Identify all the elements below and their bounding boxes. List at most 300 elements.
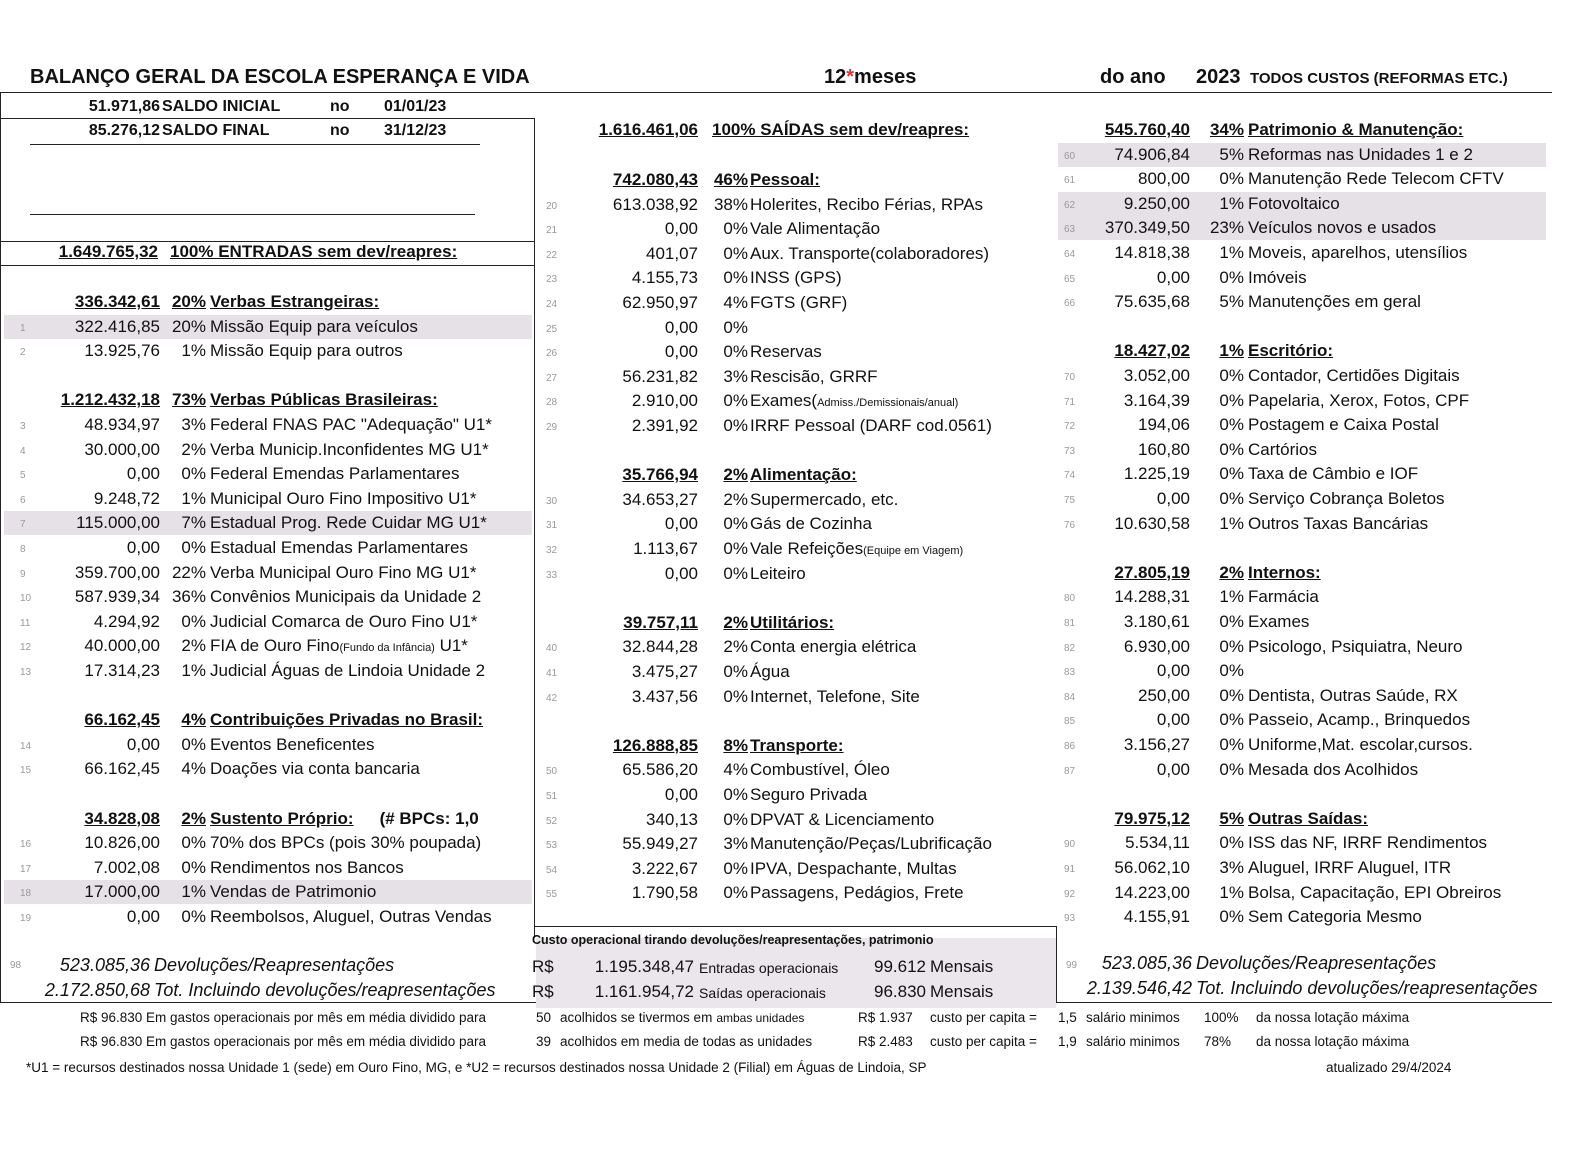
line-item-row [1058,684,1546,708]
row-percent: 73% [171,390,206,410]
row-label-text: Missão Equip para veículos [210,316,418,336]
line-item-row [536,340,1054,364]
row-label-text: Reembolsos, Aluguel, Outras Vendas [210,907,492,926]
row-label [750,611,834,635]
row-amount: 3.180,61 [1123,612,1190,631]
row-amount: 34.828,08 [84,808,160,828]
title-underline [0,92,1552,93]
row-amount: 75.635,68 [1114,292,1190,312]
row-percent: 0% [723,883,748,903]
line-number: 75 [1064,495,1076,506]
row-percent: 36% [171,587,206,607]
row-amount: 336.342,61 [74,292,160,311]
footer-i [1256,1034,1409,1049]
row-amount: 3.164,39 [1123,390,1190,410]
row-label-text: Aluguel, IRRF Aluguel, ITR [1248,858,1452,877]
row-percent: 0% [1219,439,1244,459]
row-percent: 0% [1219,267,1244,287]
row-label [750,660,790,684]
row-label [750,635,916,659]
row-label [750,881,964,905]
row-percent: 4% [181,759,206,779]
row-label-text: Conta energia elétrica [750,637,917,657]
row-label-text: Transporte: [750,735,844,755]
row-amount: 4.155,73 [631,268,698,288]
line-number: 18 [20,888,32,900]
footer-g [1086,1034,1180,1049]
line-item-row [1058,905,1546,929]
row-label [750,832,992,856]
row-amount: 1.212.432,18 [60,390,160,410]
dev-line-number: 98 [10,960,22,971]
row-amount: 79.975,12 [1114,808,1190,828]
row-amount: 3.437,56 [631,686,698,706]
row-label [1248,585,1319,609]
row-label [750,808,934,832]
row-label [1248,364,1460,388]
row-percent: 5% [1219,808,1244,828]
dev-line-number-right: 99 [1066,960,1078,971]
dev-label-right: Devoluções/Reapresentações [1196,953,1437,973]
line-number: 9 [20,568,26,580]
line-item-row [1058,585,1546,609]
row-amount: 2.910,00 [631,391,698,411]
scope-label: TODOS CUSTOS (REFORMAS ETC.) [1250,70,1508,87]
line-item-row [4,634,532,658]
row-label [210,315,418,339]
row-label [1248,241,1467,265]
row-label-text: Verba Municipal Ouro Fino MG U1* [210,562,477,582]
row-amount: 0,00 [664,785,698,804]
footer-c [560,1010,804,1025]
row-label [750,537,963,563]
line-item-row [1058,831,1546,855]
line-item-row [1058,216,1546,240]
row-percent: 1% [1219,341,1244,361]
row-label-text: Veículos novos e usados [1248,218,1437,238]
row-percent: 0% [1219,636,1244,656]
row-percent: 2% [181,439,206,459]
dev-label-left: Devoluções/Reapresentações [154,955,395,975]
row-label [210,413,492,437]
row-label [210,708,483,732]
row-label-text: Verbas Públicas Brasileiras: [210,390,438,410]
line-item-row [536,685,1054,709]
line-number: 40 [546,643,558,655]
line-item-row [536,193,1054,217]
row-amount: 800,00 [1138,169,1190,189]
line-item-row [536,832,1054,856]
footer-text: da nossa lotação máxima [1256,1010,1410,1025]
tot-label-right: Tot. Incluindo devoluções/reapresentações [1196,978,1538,998]
footer-text: 50 [536,1010,552,1025]
line-item-row [536,217,1054,241]
line-number: 92 [1064,888,1076,900]
year-label: do ano [1100,66,1166,88]
line-number: 90 [1064,839,1076,851]
row-label [210,536,468,560]
row-amount: 3.156,27 [1123,735,1190,754]
row-label [210,487,476,511]
line-number: 31 [546,520,558,532]
line-item-row [1058,487,1546,511]
row-percent: 38% [713,194,748,214]
row-label-text: IPVA, Despachante, Multas [750,858,957,878]
section-header-row [536,463,1054,487]
line-number: 93 [1064,913,1076,925]
row-percent: 0% [723,662,748,681]
row-percent: 5% [1219,144,1244,164]
line-item-row [4,561,532,585]
section-header-row [4,807,532,831]
line-item-row [4,315,532,339]
line-item-row [1058,438,1546,462]
row-amount: 126.888,85 [612,735,698,755]
row-label-text: IRRF Pessoal (DARF cod.0561) [750,416,992,435]
row-label [750,193,983,217]
line-number: 74 [1064,470,1076,482]
row-label [1248,610,1309,634]
row-percent: 0% [723,686,748,706]
row-percent: 0% [181,611,206,631]
row-percent: 1% [181,661,206,680]
row-amount: 587.939,34 [74,587,160,607]
row-label-text: Judicial Águas de Lindoia Unidade 2 [210,661,486,680]
row-label-text: Taxa de Câmbio e IOF [1248,464,1419,484]
line-number: 16 [20,839,32,851]
row-amount: 160,80 [1138,439,1190,459]
row-label [1248,512,1428,536]
row-amount: 194,06 [1138,415,1190,435]
row-label-text: Aux. Transporte(colaboradores) [750,243,990,263]
row-amount: 30.000,00 [84,439,160,459]
row-label [750,488,898,512]
line-number: 11 [20,617,31,629]
line-number: 53 [546,840,558,852]
line-item-row [4,511,532,535]
line-item-row [1058,512,1546,536]
row-label-text: Sustento Próprio: [210,808,354,828]
line-number: 76 [1064,519,1076,531]
op-saidas-monthly: 96.830 [874,982,926,1001]
row-label [210,388,438,412]
line-number: 21 [546,225,558,237]
row-percent: 0% [181,734,206,754]
row-percent: 0% [723,342,748,362]
row-label-text: Outros Taxas Bancárias [1248,513,1429,533]
row-amount: 14.223,00 [1114,882,1190,902]
row-label [750,340,822,364]
footer-text: acolhidos se tivermos em [560,1010,713,1025]
row-label-text: Verbas Estrangeiras: [210,292,380,311]
row-label [210,831,481,855]
line-item-row [4,659,532,683]
line-number: 4 [20,445,26,457]
line-item-row [536,439,1054,463]
footer-c [560,1034,812,1049]
footer-text: 39 [536,1034,552,1049]
row-amount: 35.766,94 [622,465,698,485]
row-amount: 0,00 [664,342,698,362]
line-number: 91 [1064,864,1076,875]
line-item-row [536,537,1054,561]
row-label [1248,561,1321,585]
line-item-row [1058,266,1546,290]
line-number: 7 [20,519,26,531]
row-amount: 10.630,58 [1114,513,1190,533]
row-percent: 1% [181,488,206,508]
row-amount: 0,00 [1156,489,1190,508]
line-item-row [4,880,532,904]
footer-text: custo per capita = [930,1034,1037,1049]
line-item-row [1058,143,1546,167]
line-number: 61 [1064,175,1076,187]
line-number: 63 [1064,224,1076,236]
saldo-final-label: SALDO FINAL [162,122,270,139]
row-percent: 1% [1219,243,1244,262]
row-amount: 0,00 [126,464,160,484]
line-item-row [536,316,1054,340]
section-header-row [1058,561,1546,585]
row-percent: 0% [1219,489,1244,508]
entradas-total-amount: 1.649.765,32 [58,242,158,261]
row-label [750,217,880,241]
row-label [210,610,477,634]
dev-amount-right: 523.085,36 [1101,953,1192,973]
row-label [750,168,820,192]
line-number: 50 [546,766,558,778]
row-amount: 18.427,02 [1114,341,1190,361]
row-label [210,659,485,683]
row-label [210,757,420,781]
row-percent: 2% [1219,562,1244,582]
row-amount: 0,00 [126,907,160,926]
row-percent: 0% [723,563,748,583]
row-label-text: Rendimentos nos Bancos [210,857,404,877]
saldo-final-no: no [330,122,350,139]
line-item-row [4,536,532,560]
section-header-row [4,388,532,412]
section-header-row [4,290,532,314]
line-number: 83 [1064,667,1076,679]
line-number: 82 [1064,642,1076,654]
row-label [750,783,867,807]
line-item-row [1058,290,1546,314]
op-entradas-amount: 1.195.348,47 [594,957,694,976]
year-value: 2023 [1196,66,1241,88]
row-percent: 0% [723,416,748,435]
row-label-extra: (# BPCs: 1,0 [379,808,479,828]
footer-e [930,1034,1037,1049]
row-amount: 34.653,27 [622,489,698,509]
line-number: 3 [20,421,26,432]
line-number: 41 [546,668,558,679]
row-percent: 2% [723,489,748,509]
section-header-row [4,708,532,732]
line-number: 10 [20,593,32,605]
dev-amount-left: 523.085,36 [59,955,150,975]
line-number: 54 [546,864,558,876]
row-label-text: 70% dos BPCs (pois 30% poupada) [210,833,482,853]
row-label [1248,905,1422,929]
row-percent: 0% [723,809,748,829]
line-item-row [4,413,532,437]
line-item-row [1058,536,1546,560]
op-saidas-mlabel: Mensais [930,982,994,1001]
row-percent: 0% [1219,685,1244,705]
row-label [1248,807,1368,831]
row-label-text: Holerites, Recibo Férias, RPAs [750,194,984,214]
row-amount: 62.950,97 [622,293,698,312]
row-percent: 0% [723,317,748,337]
section-header-row [536,168,1054,192]
row-label-text: ISS das NF, IRRF Rendimentos [1248,833,1488,853]
line-item-row [1058,389,1546,413]
row-label-text: Escritório: [1248,341,1334,361]
line-item-row [4,782,532,806]
row-percent: 0% [1219,169,1244,189]
row-percent: 0% [1219,464,1244,484]
row-amount: 65.586,20 [622,760,698,780]
row-percent: 0% [723,219,748,239]
row-label-text: Utilitários: [750,612,835,632]
line-item-row [536,365,1054,389]
line-number: 42 [546,692,558,704]
line-item-row [1058,241,1546,265]
line-number: 27 [546,372,558,384]
saldo-divider [0,118,534,119]
line-number: 20 [546,200,558,212]
line-item-row [536,808,1054,832]
row-label-text: Contribuições Privadas no Brasil: [210,710,484,730]
line-item-row [536,783,1054,807]
entradas-bottom-line [0,265,534,266]
months-label: meses [854,66,917,88]
row-label-text: Federal Emendas Parlamentares [210,464,460,484]
row-amount: 370.349,50 [1104,218,1190,238]
line-number: 51 [546,791,558,802]
row-label [210,438,489,462]
line-number: 32 [546,545,558,556]
line-number: 30 [546,495,558,507]
line-item-row [536,586,1054,610]
row-amount: 6.930,00 [1123,636,1190,656]
row-percent: 0% [181,464,206,484]
line-item-row [1058,659,1546,683]
operational-title: Custo operacional tirando devoluções/reapresentações, patrimonio [532,933,934,947]
line-item-row [1058,856,1546,880]
row-amount: 0,00 [1156,710,1190,730]
line-item-row [536,266,1054,290]
row-amount: 4.155,91 [1123,907,1190,927]
row-label [210,561,476,585]
row-label-text: Rescisão, GRRF [750,366,878,386]
row-label-text: Vale Refeições [750,539,864,558]
row-label-text: Supermercado, etc. [750,489,899,509]
saldo-inicial-no: no [330,98,350,115]
line-number: 60 [1064,150,1076,162]
row-amount: 613.038,92 [612,194,698,214]
row-percent: 0% [181,857,206,877]
row-label [210,733,374,757]
row-label [1248,413,1439,437]
line-item-row [536,635,1054,659]
row-label [1248,831,1487,855]
row-label-text: Seguro Privada [750,785,868,804]
footer-text: acolhidos em media de todas as unidades [560,1034,813,1049]
line-number: 80 [1064,593,1076,605]
left-col-divider [534,118,535,938]
footer-text: custo per capita = [930,1010,1037,1025]
row-amount: 0,00 [664,219,698,239]
row-label-text: Manutenção/Peças/Lubrificação [750,834,992,854]
row-label [1248,143,1473,167]
line-number: 12 [20,642,32,654]
footer-e [930,1010,1037,1025]
row-amount: 742.080,43 [612,170,698,189]
line-item-row [1058,192,1546,216]
footer-f [1058,1034,1077,1049]
row-label-text: Uniforme,Mat. escolar,cursos. [1248,735,1473,754]
row-percent: 0% [723,514,748,534]
line-item-row [536,488,1054,512]
row-label-text: Missão Equip para outros [210,341,403,361]
row-label [1248,290,1421,314]
row-percent: 1% [1219,882,1244,902]
line-item-row [4,757,532,781]
row-label-text: Verba Municip.Inconfidentes MG U1* [210,439,489,459]
row-percent: 20% [171,292,206,311]
entradas-total-label: 100% ENTRADAS sem dev/reapres: [170,242,458,261]
row-percent: 3% [181,415,206,434]
footer-text: 1,9 [1058,1034,1077,1049]
section-header-row [1058,118,1546,142]
row-label-text: Estadual Emendas Parlamentares [210,538,468,557]
row-label-text: Moveis, aparelhos, utensílios [1248,243,1468,262]
line-item-row [1058,881,1546,905]
line-item-row [1058,315,1546,339]
row-amount: 9.248,72 [93,488,160,508]
row-amount: 17.314,23 [84,661,160,680]
line-item-row [4,487,532,511]
row-percent: 1% [181,882,206,902]
row-amount: 115.000,00 [76,513,160,533]
report-title: BALANÇO GERAL DA ESCOLA ESPERANÇA E VIDA [30,66,530,88]
line-number: 8 [20,544,26,555]
row-label [750,414,992,438]
row-amount: 340,13 [646,809,698,829]
row-percent: 0% [1219,390,1244,410]
row-label-text: Dentista, Outras Saúde, RX [1248,685,1458,705]
line-item-row [1058,413,1546,437]
row-label [750,685,920,709]
row-label-note: (Equipe em Viagem) [863,545,964,557]
row-label-text: Farmácia [1248,587,1319,607]
row-label-tail: U1* [434,636,468,656]
op-saidas-amount: 1.161.954,72 [594,982,694,1001]
row-label-text: Vendas de Patrimonio [210,882,377,902]
row-percent: 2% [181,636,206,656]
row-label [750,734,844,758]
line-item-row [536,758,1054,782]
footer-i [1256,1010,1409,1025]
row-label [1248,635,1463,659]
row-label [1248,266,1307,290]
row-percent: 46% [713,170,748,189]
line-item-row [536,562,1054,586]
row-label-text: FIA de Ouro Fino [210,636,340,656]
row-amount: 359.700,00 [74,562,160,582]
